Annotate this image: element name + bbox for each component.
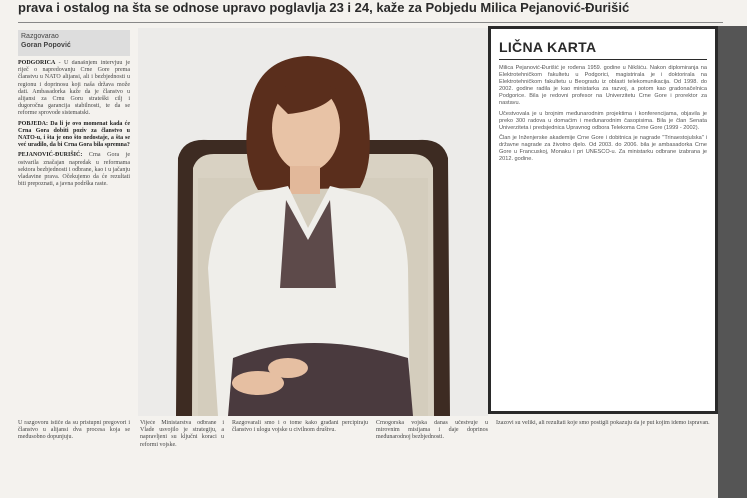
byline-box [18,30,130,56]
bottom-column-2 [140,420,224,498]
bottom-column-2-text: Vijeće Ministarstva odbrane i Vlade usvojilo je strategiju, a napravljeni su ključni koraci u reformi vojske. [140,420,224,448]
id-card-text [499,65,707,405]
bottom-column-5 [496,420,710,498]
bottom-column-4 [376,420,488,498]
id-card-rule [499,59,707,60]
page-edge-strip [718,26,747,498]
article-headline: prava i ostalog na šta se odnose upravo poglavlja 23 i 24, kaže za Pobjedu Milica Pejanović-Đurišić [18,0,630,15]
byline-name: Goran Popović [21,42,71,49]
id-card-paragraph-2: Učestvovala je u brojnim međunarodnim projektima i konferencijama, objavila je preko 300 radova u domaćim i međunarodnim časopisima. Bila je član Senata Univerziteta i predsjednica Upravnog odbora Telekoma Crne Gore (1999 - 2002). [499,110,707,131]
bottom-column-4-text: Crnogorska vojska danas učestvuje u mirovnim misijama i daje doprinos međunarodnoj bezbjednosti. [376,420,488,441]
id-card-box [488,26,718,414]
portrait-illustration [138,28,488,416]
byline-label: Razgovarao [21,33,59,40]
left-paragraph-1: PODGORICA - U današnjem intervjuu je riječ o napredovanju Crne Gore prema članstvu u NATO alijansi, ali i bezbjednosti u regionu i doprinosu koji naša država može dati. Ambasadorka kaže da je članstvo u alijansi za Crnu Goru strateški cilj i dugoročna garancija stabilnosti, te da se reforme sprovode sistematski. [18,60,130,117]
header-rule [18,22,723,23]
bottom-column-1-text: U razgovoru ističe da su pristupni pregovori i članstvo u alijansi dva procesa koja se međusobno dopunjuju. [18,420,130,441]
left-paragraph-3: PEJANOVIĆ-ĐURIŠIĆ: Crna Gora je ostvarila značajan napredak u reformama sektora bezbjednosti i odbrane, kao i u jačanju vladavine prava. Očekujemo da će rezultati biti prepoznati, a javna podrška raste. [18,152,130,188]
id-card-paragraph-1: Milica Pejanović-Đurišić je rođena 1959. godine u Nikšiću. Nakon diplomiranja na Elektrotehničkom fakultetu u Podgorici, magistrirala je i doktorirala na Elektrotehničkom fakultetu u Beogradu iz oblasti telekomunikacija. Od 1998. do 2002. godine radila je kao ministarka za razvoj, a potom kao gradonačelnica Podgorice. Bila je redovni profesor na Univerzitetu Crne Gore i prorektor za nastavu. [499,65,707,107]
bottom-column-5-text: Izazovi su veliki, ali rezultati koje smo postigli pokazuju da je put kojim idemo ispravan. [496,420,710,426]
bottom-column-1 [18,420,130,498]
id-card-paragraph-3: Član je Inženjerske akademije Crne Gore i dobitnica je nagrade "Trinaestojulska" i državne nagrade za životno djelo. Od 2003. do 2006. bila je ambasadorka Crne Gore u Francuskoj, Monaku i pri UNESCO-u. Za ministarku odbrane izabrana je 2012. godine. [499,134,707,163]
id-card-title: LIČNA KARTA [499,39,597,55]
bottom-column-3 [232,420,368,498]
left-column [18,60,130,416]
bottom-column-3-text: Razgovarali smo i o tome kako građani percipiraju članstvo i ulogu vojske u civilnom društvu. [232,420,368,434]
left-paragraph-2: POBJEDA: Da li je ovo momenat kada će Crna Gora dobiti poziv za članstvo u NATO-u, i šta je ono što nedostaje, a šta se već uradilo, da bi Crna Gora bila spremna? [18,120,130,149]
portrait-photo [138,28,488,416]
